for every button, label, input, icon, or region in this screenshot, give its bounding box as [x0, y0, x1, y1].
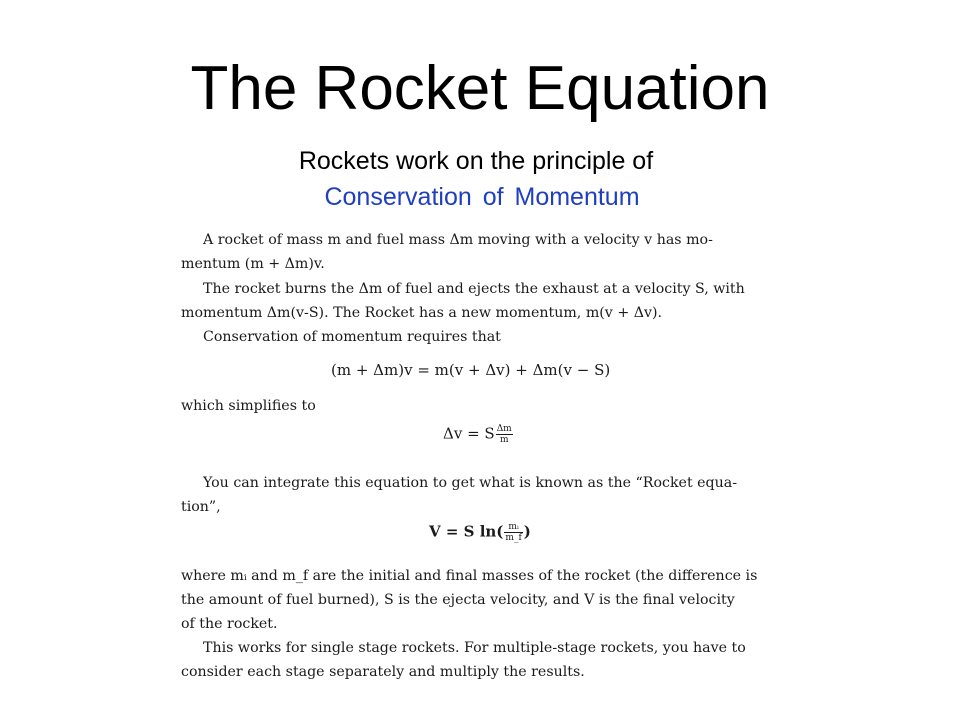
subtitle — [0, 143, 960, 215]
subtitle-line-2-highlight: Conservation of Momentum — [324, 183, 640, 211]
fraction-numerator: Δm — [496, 424, 512, 434]
paragraph-3: Conservation of momentum requires that — [203, 329, 501, 345]
rocket-equation-close: ) — [523, 522, 531, 541]
paragraph-6-line-1: where mᵢ and m_f are the initial and final masses of the rocket (the difference is — [181, 568, 758, 584]
slide-title: The Rocket Equation — [190, 54, 770, 123]
paragraph-6-line-2: the amount of fuel burned), S is the ejecta velocity, and V is the final velocity — [181, 592, 735, 608]
fraction-denominator: m — [499, 435, 509, 445]
subtitle-line-1: Rockets work on the principle of — [298, 147, 654, 175]
paragraph-1-line-2: mentum (m + Δm)v. — [181, 256, 325, 272]
paragraph-2-line-2: momentum Δm(v-S). The Rocket has a new momentum, m(v + Δv). — [181, 305, 663, 321]
rocket-equation — [429, 522, 531, 543]
paragraph-6-line-3: of the rocket. — [181, 616, 278, 632]
delta-v-fraction — [496, 424, 513, 445]
rocket-equation-fraction — [504, 522, 522, 543]
paragraph-5-line-1: You can integrate this equation to get what is known as the “Rocket equa- — [203, 475, 738, 491]
paragraph-5-line-2: tion”, — [181, 499, 221, 515]
fraction-denominator: m_f — [505, 533, 522, 543]
delta-v-lhs: Δv = S — [443, 424, 495, 443]
paragraph-1-line-1: A rocket of mass m and fuel mass Δm moving with a velocity v has mo- — [203, 232, 713, 248]
paragraph-4: which simplifies to — [181, 398, 316, 414]
rocket-equation-lhs: V = S ln( — [429, 522, 504, 541]
paragraph-7-line-1: This works for single stage rockets. For multiple-stage rockets, you have to — [203, 640, 746, 656]
paragraph-7-line-2: consider each stage separately and multiply the results. — [181, 664, 585, 680]
fraction-numerator: mᵢ — [504, 522, 522, 533]
delta-v-equation — [443, 424, 514, 445]
paragraph-2-line-1: The rocket burns the Δm of fuel and ejects the exhaust at a velocity S, with — [203, 281, 745, 297]
momentum-equation: (m + Δm)v = m(v + Δv) + Δm(v − S) — [331, 361, 611, 379]
